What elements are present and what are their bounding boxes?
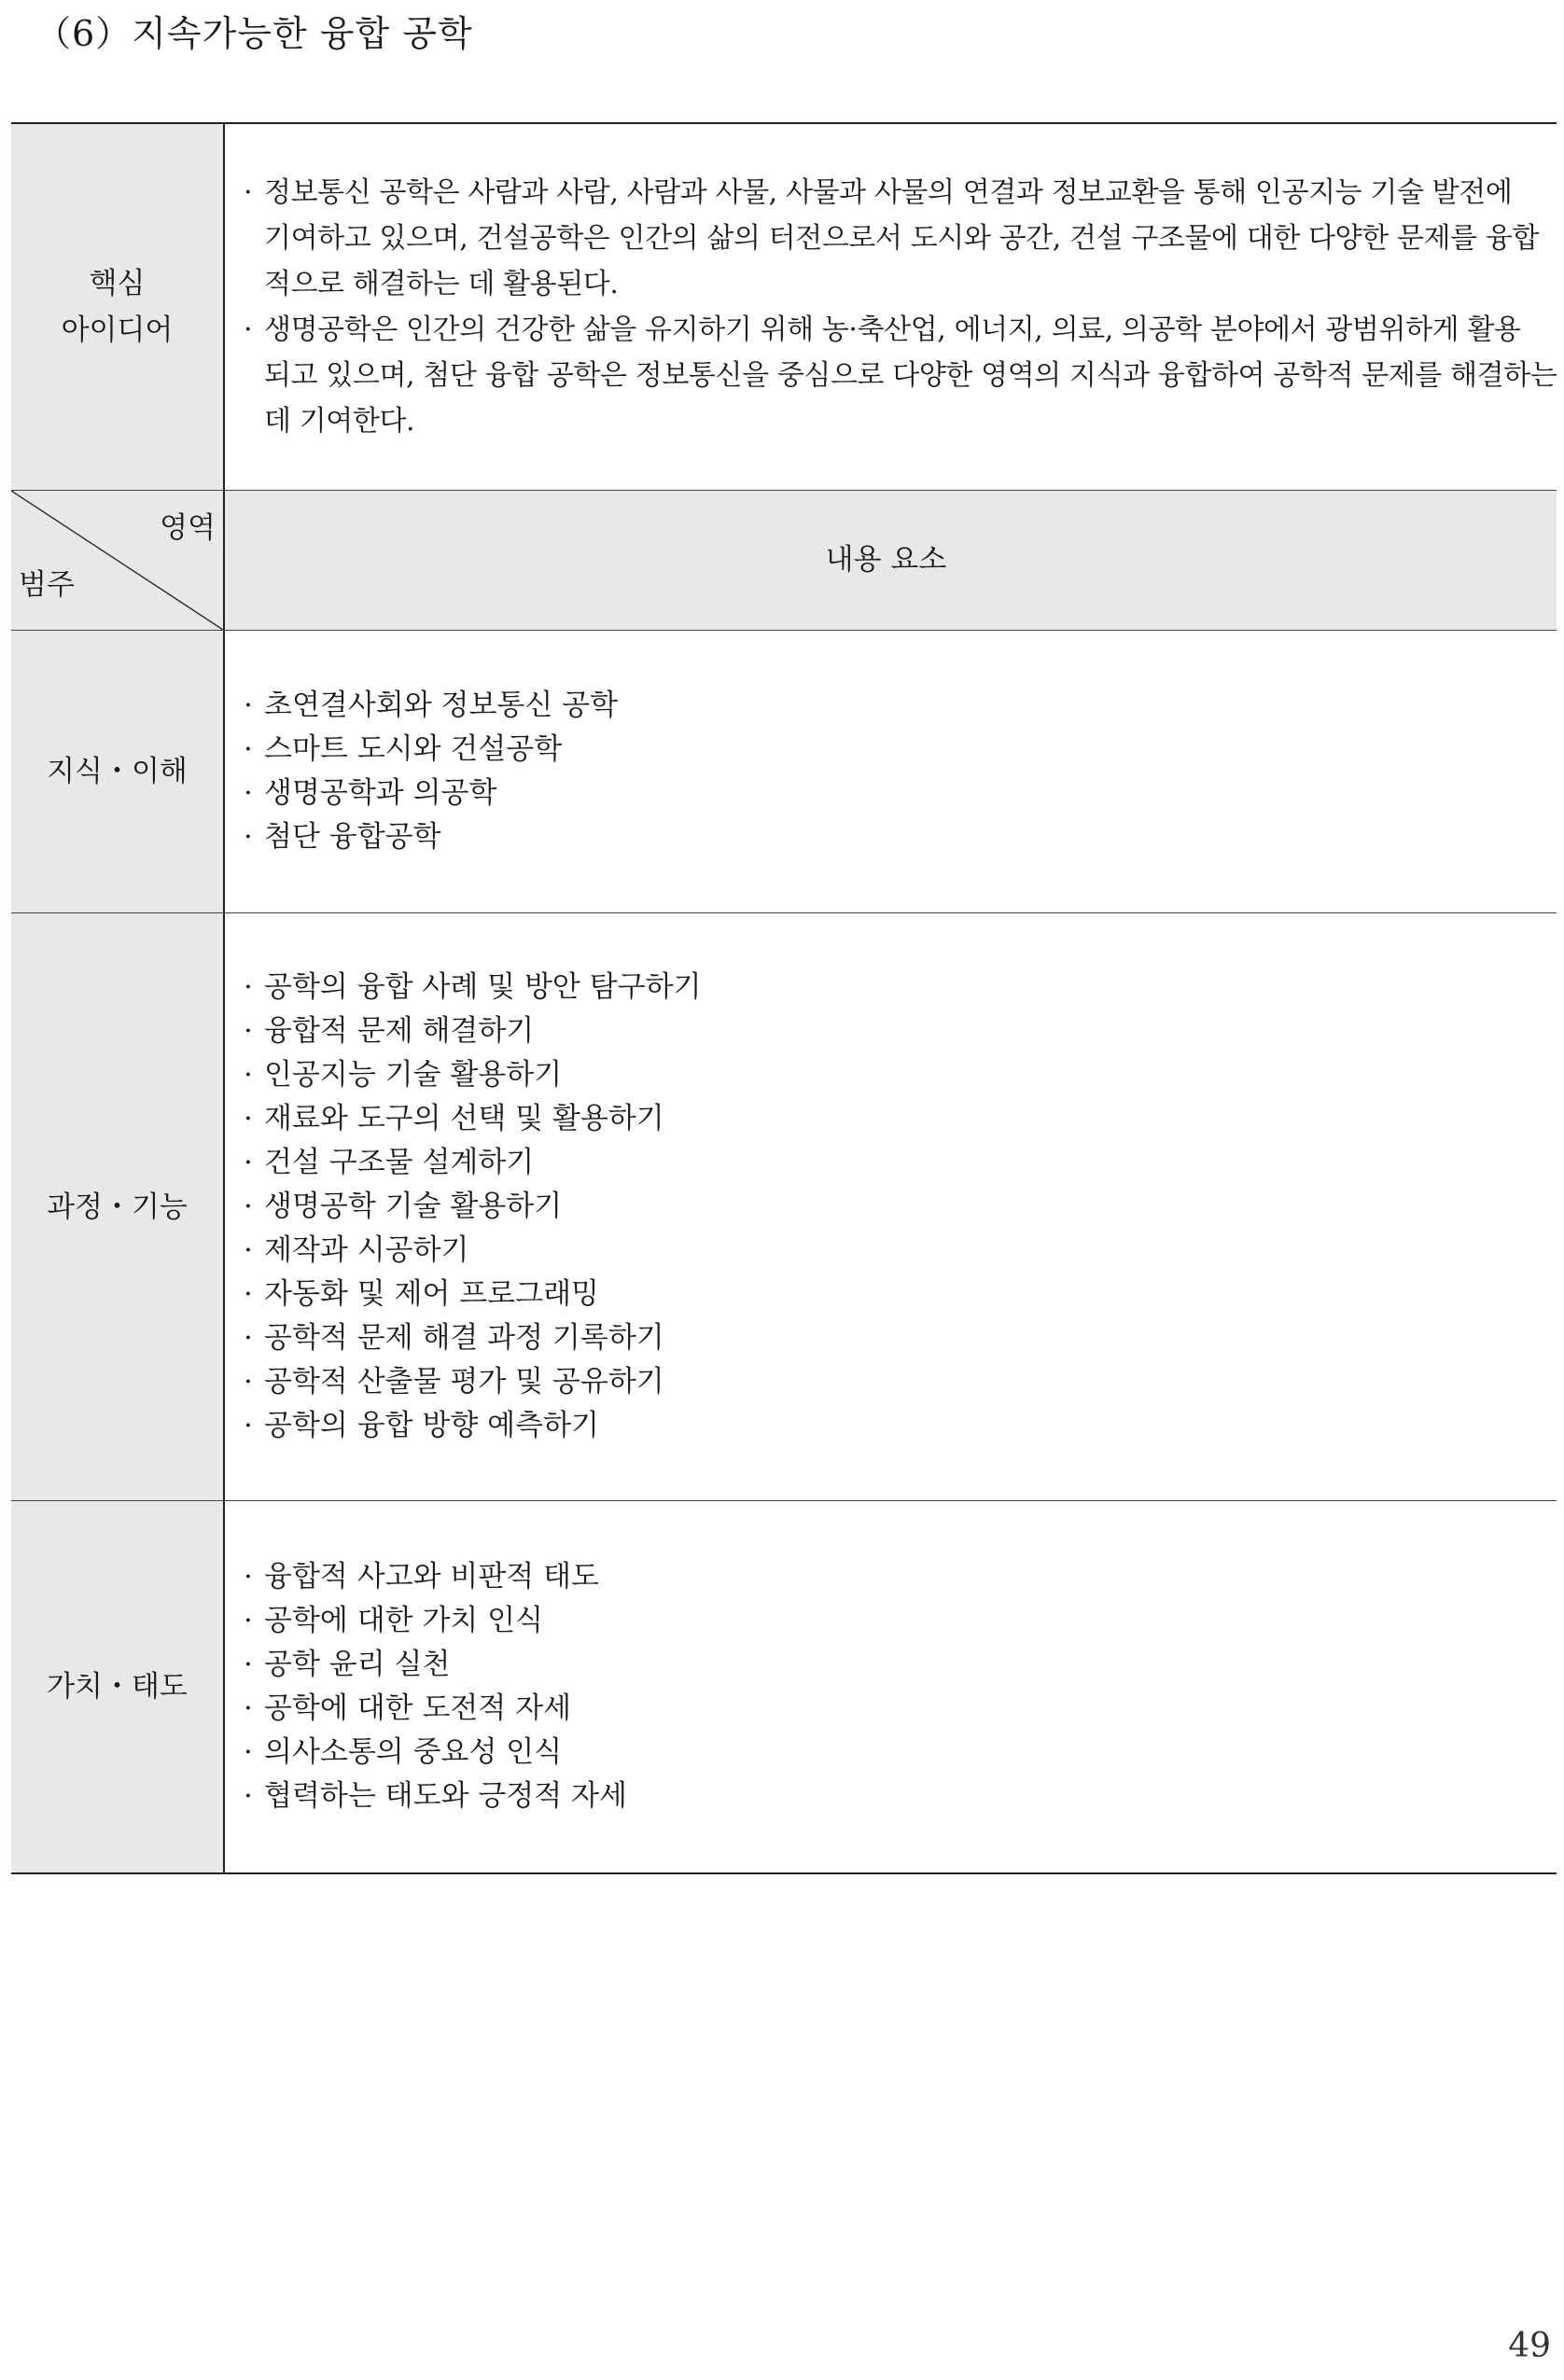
bullet: · xyxy=(244,1604,253,1637)
list-item-text: 건설 구조물 설계하기 xyxy=(264,1146,535,1179)
list-item-text: 인공지능 기술 활용하기 xyxy=(264,1058,563,1092)
category-label: 범주 xyxy=(19,568,75,602)
list-item-text: 융합적 문제 해결하기 xyxy=(264,1014,535,1048)
core-idea-label xyxy=(11,124,225,490)
list-item xyxy=(244,1053,1547,1097)
list-item xyxy=(244,684,1547,728)
list-item xyxy=(244,1599,1547,1643)
bullet: · xyxy=(244,1014,253,1048)
list-item xyxy=(244,1687,1547,1731)
category-name: 지식・이해 xyxy=(47,755,188,788)
list-item-text: 자동화 및 제어 프로그래밍 xyxy=(264,1277,599,1311)
list-item xyxy=(244,1141,1547,1185)
knowledge-row xyxy=(11,631,1557,913)
list-item xyxy=(244,1097,1547,1141)
list-item xyxy=(244,1643,1547,1687)
bullet: · xyxy=(244,1233,253,1267)
list-item-text: 공학적 문제 해결 과정 기록하기 xyxy=(264,1321,664,1355)
core-idea-line: 기여하고 있으며, 건설공학은 인간의 삶의 터전으로서 도시와 공간, 건설 구조물에 대한 다양한 문제를 융합 xyxy=(264,222,1539,255)
content-header-cell xyxy=(225,491,1557,630)
content-cell xyxy=(225,913,1557,1500)
list-item-text: 초연결사회와 정보통신 공학 xyxy=(264,689,619,722)
curriculum-table xyxy=(11,122,1557,1874)
list-item xyxy=(244,1009,1547,1053)
header-corner-cell xyxy=(11,491,225,630)
bullet: · xyxy=(244,820,253,854)
list-item-text: 재료와 도구의 선택 및 활용하기 xyxy=(264,1102,664,1135)
section-heading: （6）지속가능한 융합 공학 xyxy=(35,13,473,54)
content-elements-label: 내용 요소 xyxy=(825,543,947,577)
list-item-text: 공학적 산출물 평가 및 공유하기 xyxy=(264,1365,664,1399)
value-attitude-row xyxy=(11,1501,1557,1872)
bullet: · xyxy=(244,1146,253,1179)
content-cell xyxy=(225,631,1557,912)
list-item-text: 스마트 도시와 건설공학 xyxy=(264,732,563,766)
bullet: · xyxy=(244,732,253,766)
bullet: · xyxy=(244,1409,253,1442)
category-name: 과정・기능 xyxy=(47,1190,188,1224)
list-item xyxy=(244,815,1547,859)
category-cell xyxy=(11,631,225,912)
content-cell xyxy=(225,1501,1557,1872)
core-idea-line: 되고 있으며, 첨단 융합 공학은 정보통신을 중심으로 다양한 영역의 지식과 융합하여 공학적 문제를 해결하는 xyxy=(264,359,1557,392)
list-item xyxy=(244,966,1547,1009)
list-item-text: 협력하는 태도와 긍정적 자세 xyxy=(264,1779,627,1813)
area-label: 영역 xyxy=(160,511,216,545)
core-idea-row xyxy=(11,124,1557,491)
category-name: 가치・태도 xyxy=(47,1670,188,1704)
list-item xyxy=(244,1185,1547,1229)
list-item xyxy=(244,728,1547,772)
bullet: · xyxy=(244,1321,253,1355)
bullet: · xyxy=(244,1735,253,1769)
bullet: · xyxy=(244,1190,253,1223)
bullet: · xyxy=(244,970,253,1004)
list-item-text: 생명공학과 의공학 xyxy=(264,776,497,810)
list-item xyxy=(244,1360,1547,1404)
list-item-text: 생명공학 기술 활용하기 xyxy=(264,1190,563,1223)
core-idea-label-line: 아이디어 xyxy=(61,313,174,347)
core-idea-item xyxy=(244,170,1557,307)
list-item-text: 공학의 융합 사례 및 방안 탐구하기 xyxy=(264,970,702,1004)
bullet: · xyxy=(244,776,253,810)
list-item-text: 공학에 대한 도전적 자세 xyxy=(264,1691,572,1725)
core-idea-line: 생명공학은 인간의 건강한 삶을 유지하기 위해 농·축산업, 에너지, 의료, 의공학 분야에서 광범위하게 활용 xyxy=(264,313,1521,346)
page-number: 49 xyxy=(1508,2327,1551,2365)
list-item-text: 공학 윤리 실천 xyxy=(264,1648,451,1681)
table-header-row xyxy=(11,491,1557,631)
category-cell xyxy=(11,1501,225,1872)
bullet: · xyxy=(244,1560,253,1594)
category-cell xyxy=(11,913,225,1500)
bullet: · xyxy=(244,1648,253,1681)
process-skill-row xyxy=(11,913,1557,1501)
list-item xyxy=(244,772,1547,815)
list-item-text: 융합적 사고와 비판적 태도 xyxy=(264,1560,599,1594)
core-idea-line: 데 기여한다. xyxy=(264,405,415,438)
bullet: · xyxy=(244,176,253,209)
list-item-text: 공학에 대한 가치 인식 xyxy=(264,1604,544,1637)
list-item xyxy=(244,1404,1547,1448)
core-idea-content xyxy=(225,124,1564,490)
core-idea-label-line: 핵심 xyxy=(89,267,146,300)
bullet: · xyxy=(244,1779,253,1813)
bullet: · xyxy=(244,1365,253,1399)
bullet: · xyxy=(244,1058,253,1092)
bullet: · xyxy=(244,1277,253,1311)
list-item xyxy=(244,1775,1547,1818)
core-idea-item xyxy=(244,307,1557,444)
list-item xyxy=(244,1555,1547,1599)
list-item xyxy=(244,1273,1547,1316)
list-item xyxy=(244,1316,1547,1360)
list-item-text: 제작과 시공하기 xyxy=(264,1233,469,1267)
bullet: · xyxy=(244,1691,253,1725)
list-item xyxy=(244,1731,1547,1775)
core-idea-line: 정보통신 공학은 사람과 사람, 사람과 사물, 사물과 사물의 연결과 정보교환을 통해 인공지능 기술 발전에 xyxy=(264,176,1513,209)
list-item xyxy=(244,1229,1547,1273)
bullet: · xyxy=(244,1102,253,1135)
list-item-text: 의사소통의 중요성 인식 xyxy=(264,1735,563,1769)
bullet: · xyxy=(244,689,253,722)
core-idea-line: 적으로 해결하는 데 활용된다. xyxy=(264,268,619,300)
bullet: · xyxy=(244,313,253,346)
list-item-text: 공학의 융합 방향 예측하기 xyxy=(264,1409,599,1442)
list-item-text: 첨단 융합공학 xyxy=(264,820,441,854)
